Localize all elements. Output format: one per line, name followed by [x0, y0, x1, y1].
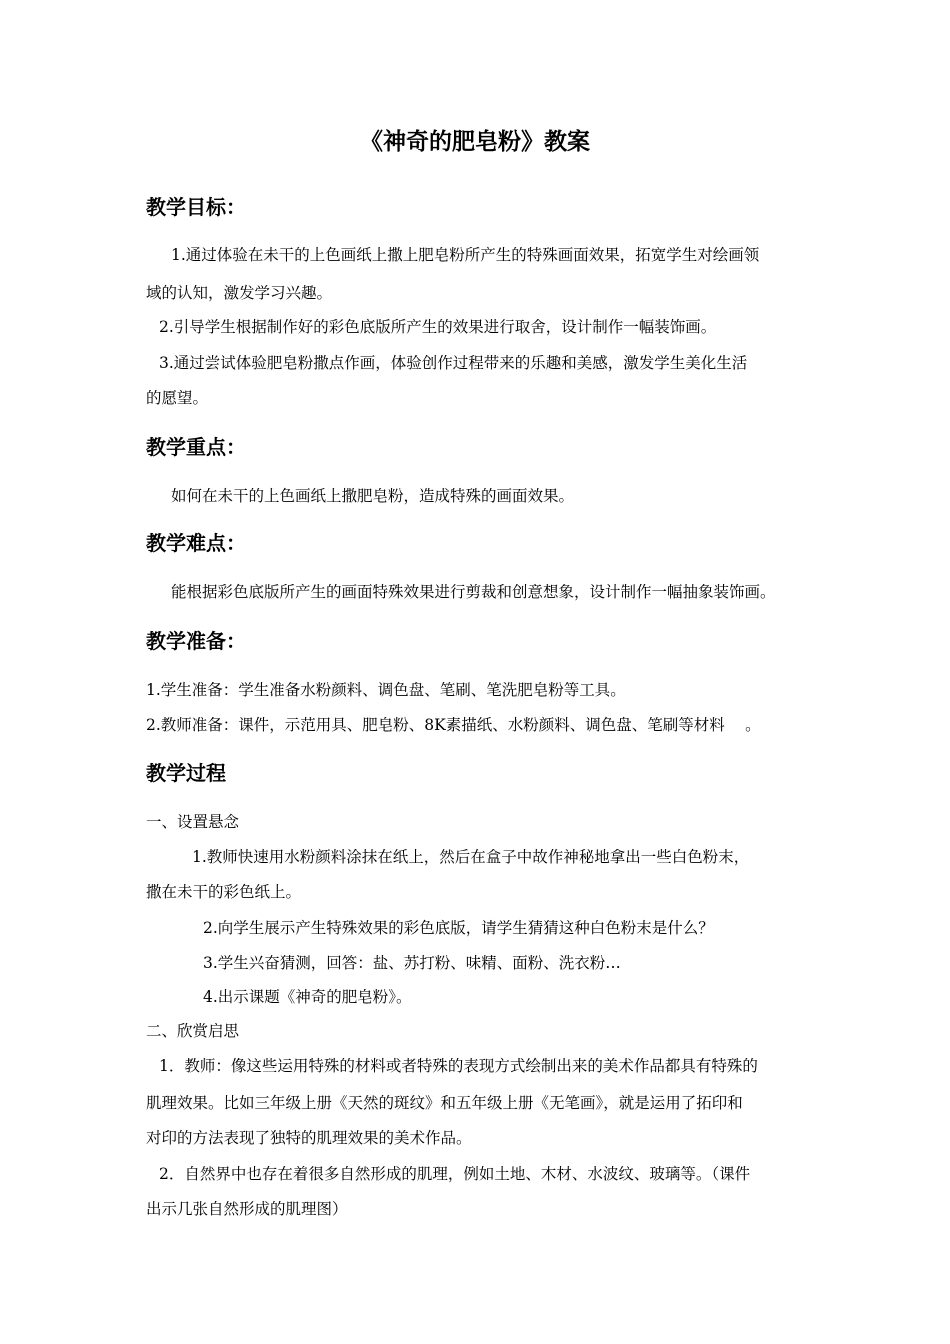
section-1-item-1-line-1: 1.教师快速用水粉颜料涂抹在纸上，然后在盒子中故作神秘地拿出一些白色粉末， — [192, 848, 750, 866]
key-points-text: 如何在未干的上色画纸上撒肥皂粉，造成特殊的画面效果。 — [171, 487, 575, 505]
page-title: 《神奇的肥皂粉》教案 — [360, 129, 590, 155]
preparation-heading: 教学准备： — [146, 629, 246, 653]
preparation-student: 1.学生准备：学生准备水粉颜料、调色盘、笔刷、笔洗肥皂粉等工具。 — [146, 681, 626, 699]
objective-1-line-2: 域的认知，激发学习兴趣。 — [146, 284, 333, 302]
section-2-item-2-line-2: 出示几张自然形成的肌理图） — [146, 1200, 348, 1218]
objectives-heading: 教学目标： — [146, 195, 246, 219]
section-1-item-1-line-2: 撒在未干的彩色纸上。 — [146, 883, 302, 901]
objective-2: 2.引导学生根据制作好的彩色底版所产生的效果进行取舍，设计制作一幅装饰画。 — [159, 318, 717, 336]
objective-3-line-2: 的愿望。 — [146, 389, 209, 407]
section-2-item-1-line-2: 肌理效果。比如三年级上册《天然的斑纹》和五年级上册《无笔画》，就是运用了拓印和 — [146, 1094, 743, 1112]
section-2-title: 二、欣赏启思 — [146, 1022, 240, 1040]
section-1-title: 一、设置悬念 — [146, 813, 240, 831]
section-2-item-2-line-1: 2．自然界中也存在着很多自然形成的肌理，例如土地、木材、水波纹、玻璃等。（课件 — [159, 1165, 751, 1183]
section-2-item-1-line-1: 1．教师：像这些运用特殊的材料或者特殊的表现方式绘制出来的美术作品都具有特殊的 — [159, 1057, 758, 1075]
process-heading: 教学过程 — [146, 761, 226, 785]
section-2-item-1-line-3: 对印的方法表现了独特的肌理效果的美术作品。 — [146, 1129, 472, 1147]
difficulties-heading: 教学难点： — [146, 531, 246, 555]
key-points-heading: 教学重点： — [146, 435, 246, 459]
difficulties-text: 能根据彩色底版所产生的画面特殊效果进行剪裁和创意想象，设计制作一幅抽象装饰画。 — [171, 583, 776, 601]
section-1-item-3: 3.学生兴奋猜测，回答：盐、苏打粉、味精、面粉、洗衣粉… — [203, 954, 621, 972]
objective-3-line-1: 3.通过尝试体验肥皂粉撒点作画，体验创作过程带来的乐趣和美感，激发学生美化生活 — [159, 354, 748, 372]
section-1-item-4: 4.出示课题《神奇的肥皂粉》。 — [203, 988, 412, 1006]
objective-1-line-1: 1.通过体验在未干的上色画纸上撒上肥皂粉所产生的特殊画面效果，拓宽学生对绘画领 — [171, 246, 760, 264]
section-1-item-2: 2.向学生展示产生特殊效果的彩色底版，请学生猜猜这种白色粉末是什么？ — [203, 919, 714, 937]
preparation-teacher: 2.教师准备：课件，示范用具、肥皂粉、8K素描纸、水粉颜料、调色盘、笔刷等材料 。 — [146, 716, 761, 734]
